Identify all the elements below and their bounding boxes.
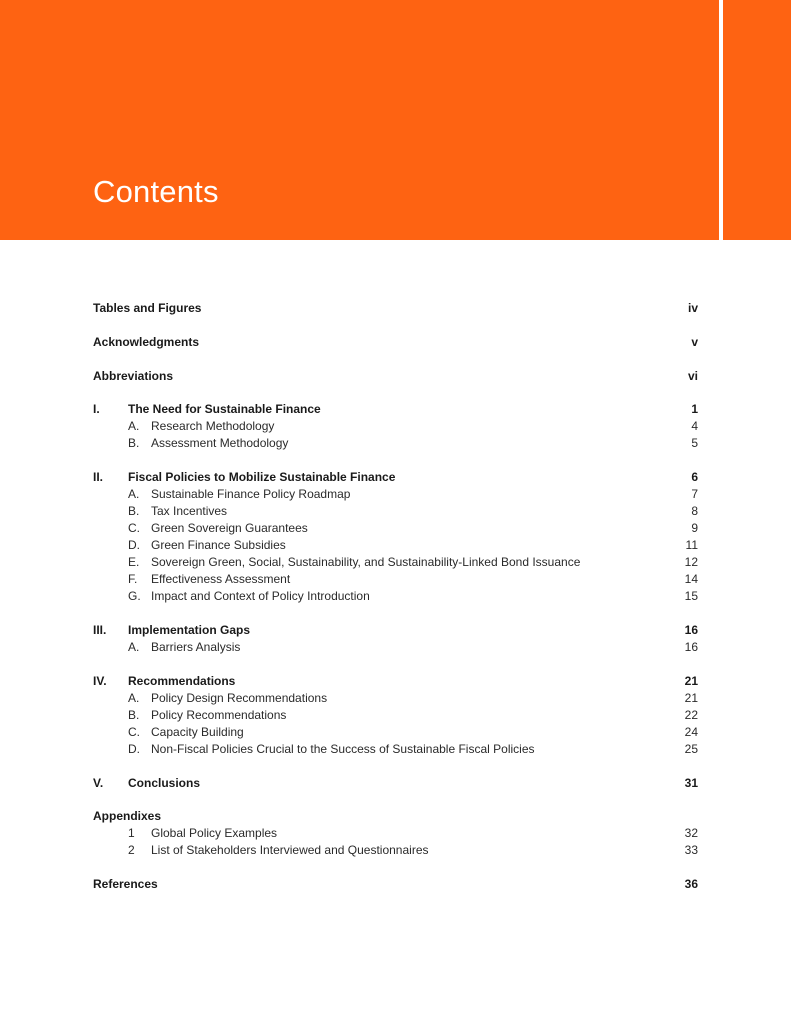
toc-subsection-entry[interactable] xyxy=(93,842,698,859)
toc-entry-label: Appendixes xyxy=(93,809,162,824)
toc-entry-page: 15 xyxy=(684,589,698,604)
toc-entry-page: 25 xyxy=(684,741,698,756)
toc-subsection-entry[interactable] xyxy=(93,418,698,435)
toc-entry-page: 14 xyxy=(684,572,698,587)
toc-entry-label: List of Stakeholders Interviewed and Questionnaires xyxy=(151,843,429,858)
toc-entry-number: 1 xyxy=(128,826,135,841)
toc-entry-page: 22 xyxy=(684,707,698,722)
toc-entry-page: 16 xyxy=(684,622,698,637)
toc-entry-page: 9 xyxy=(691,521,698,536)
toc-entry-label: Research Methodology xyxy=(151,419,275,434)
toc-entry-page: vi xyxy=(687,368,698,383)
toc-subsection-entry[interactable] xyxy=(93,571,698,588)
toc-entry-label: Fiscal Policies to Mobilize Sustainable Finance xyxy=(128,470,396,485)
toc-entry-page: 21 xyxy=(684,690,698,705)
toc-entry-label: References xyxy=(93,877,158,892)
toc-entry-number: E. xyxy=(128,555,140,570)
toc-subsection-entry[interactable] xyxy=(93,537,698,554)
toc-entry-label: Green Finance Subsidies xyxy=(151,538,286,553)
toc-entry-number: A. xyxy=(128,690,140,705)
toc-entry-label: Recommendations xyxy=(128,673,236,688)
toc-entry-page: 16 xyxy=(684,639,698,654)
toc-entry-number: I. xyxy=(93,402,100,417)
toc-subsection-entry[interactable] xyxy=(93,486,698,503)
toc-entry-number: 2 xyxy=(128,843,135,858)
toc-subsection-entry[interactable] xyxy=(93,435,698,452)
toc-subsection-entry[interactable] xyxy=(93,724,698,741)
toc-entry-page: v xyxy=(691,334,698,349)
toc-entry-number: B. xyxy=(128,436,140,451)
toc-section-entry[interactable] xyxy=(93,673,698,690)
toc-entry-number: C. xyxy=(128,521,140,536)
toc-entry-label: The Need for Sustainable Finance xyxy=(128,402,321,417)
toc-entry-number: D. xyxy=(128,538,140,553)
toc-section-entry[interactable] xyxy=(93,368,698,385)
toc-entry-number: III. xyxy=(93,622,107,637)
toc-entry-page: 1 xyxy=(691,402,698,417)
toc-subsection-entry[interactable] xyxy=(93,690,698,707)
toc-entry-number: II. xyxy=(93,470,104,485)
toc-subsection-entry[interactable] xyxy=(93,825,698,842)
page-title: Contents xyxy=(93,174,219,209)
toc-entry-page: 7 xyxy=(691,487,698,502)
toc-entry-label: Non-Fiscal Policies Crucial to the Success of Sustainable Fiscal Policies xyxy=(151,741,535,756)
toc-subsection-entry[interactable] xyxy=(93,503,698,520)
toc-subsection-entry[interactable] xyxy=(93,639,698,656)
toc-section-entry[interactable] xyxy=(93,808,698,825)
toc-section-entry[interactable] xyxy=(93,775,698,792)
toc-entry-label: Abbreviations xyxy=(93,368,174,383)
toc-entry-label: Global Policy Examples xyxy=(151,826,278,841)
toc-entry-label: Sovereign Green, Social, Sustainability, and Sustainability-Linked Bond Issuance xyxy=(151,555,581,570)
table-of-contents xyxy=(93,300,698,893)
toc-section-entry[interactable] xyxy=(93,469,698,486)
header-side-strip xyxy=(723,0,791,240)
toc-entry-label: Sustainable Finance Policy Roadmap xyxy=(151,487,351,502)
toc-section-entry[interactable] xyxy=(93,876,698,893)
toc-entry-number: A. xyxy=(128,639,140,654)
toc-entry-page: 32 xyxy=(684,826,698,841)
toc-subsection-entry[interactable] xyxy=(93,707,698,724)
toc-entry-label: Green Sovereign Guarantees xyxy=(151,521,308,536)
toc-entry-label: Policy Recommendations xyxy=(151,707,287,722)
toc-entry-label: Acknowledgments xyxy=(93,334,200,349)
toc-section-entry[interactable] xyxy=(93,300,698,317)
toc-section-entry[interactable] xyxy=(93,622,698,639)
toc-entry-page: 21 xyxy=(684,673,698,688)
toc-entry-page: 6 xyxy=(691,470,698,485)
toc-section-entry[interactable] xyxy=(93,334,698,351)
toc-subsection-entry[interactable] xyxy=(93,554,698,571)
toc-entry-number: C. xyxy=(128,724,140,739)
toc-section-entry[interactable] xyxy=(93,401,698,418)
toc-entry-number: A. xyxy=(128,419,140,434)
toc-entry-label: Barriers Analysis xyxy=(151,639,241,654)
toc-entry-page: 31 xyxy=(684,775,698,790)
toc-entry-number: G. xyxy=(128,589,141,604)
toc-entry-number: A. xyxy=(128,487,140,502)
toc-entry-label: Impact and Context of Policy Introduction xyxy=(151,589,370,604)
toc-entry-page: 24 xyxy=(684,724,698,739)
toc-entry-page: 36 xyxy=(684,877,698,892)
toc-entry-label: Capacity Building xyxy=(151,724,244,739)
toc-entry-label: Tax Incentives xyxy=(151,504,228,519)
toc-subsection-entry[interactable] xyxy=(93,741,698,758)
toc-entry-page: 33 xyxy=(684,843,698,858)
toc-entry-number: D. xyxy=(128,741,140,756)
toc-entry-number: B. xyxy=(128,707,140,722)
toc-entry-page: 12 xyxy=(684,555,698,570)
toc-entry-number: V. xyxy=(93,775,104,790)
toc-subsection-entry[interactable] xyxy=(93,588,698,605)
toc-entry-label: Tables and Figures xyxy=(93,301,202,315)
toc-subsection-entry[interactable] xyxy=(93,520,698,537)
toc-entry-page: iv xyxy=(687,301,698,315)
toc-entry-number: B. xyxy=(128,504,140,519)
toc-entry-label: Policy Design Recommendations xyxy=(151,690,328,705)
toc-entry-page: 8 xyxy=(691,504,698,519)
toc-entry-number: IV. xyxy=(93,673,107,688)
toc-entry-label: Assessment Methodology xyxy=(151,436,289,451)
toc-entry-page: 5 xyxy=(691,436,698,451)
toc-entry-page: 4 xyxy=(691,419,698,434)
toc-entry-number: F. xyxy=(128,572,138,587)
toc-entry-label: Implementation Gaps xyxy=(128,622,251,637)
toc-entry-label: Effectiveness Assessment xyxy=(151,572,291,587)
toc-entry-label: Conclusions xyxy=(128,775,201,790)
toc-entry-page: 11 xyxy=(685,538,698,553)
